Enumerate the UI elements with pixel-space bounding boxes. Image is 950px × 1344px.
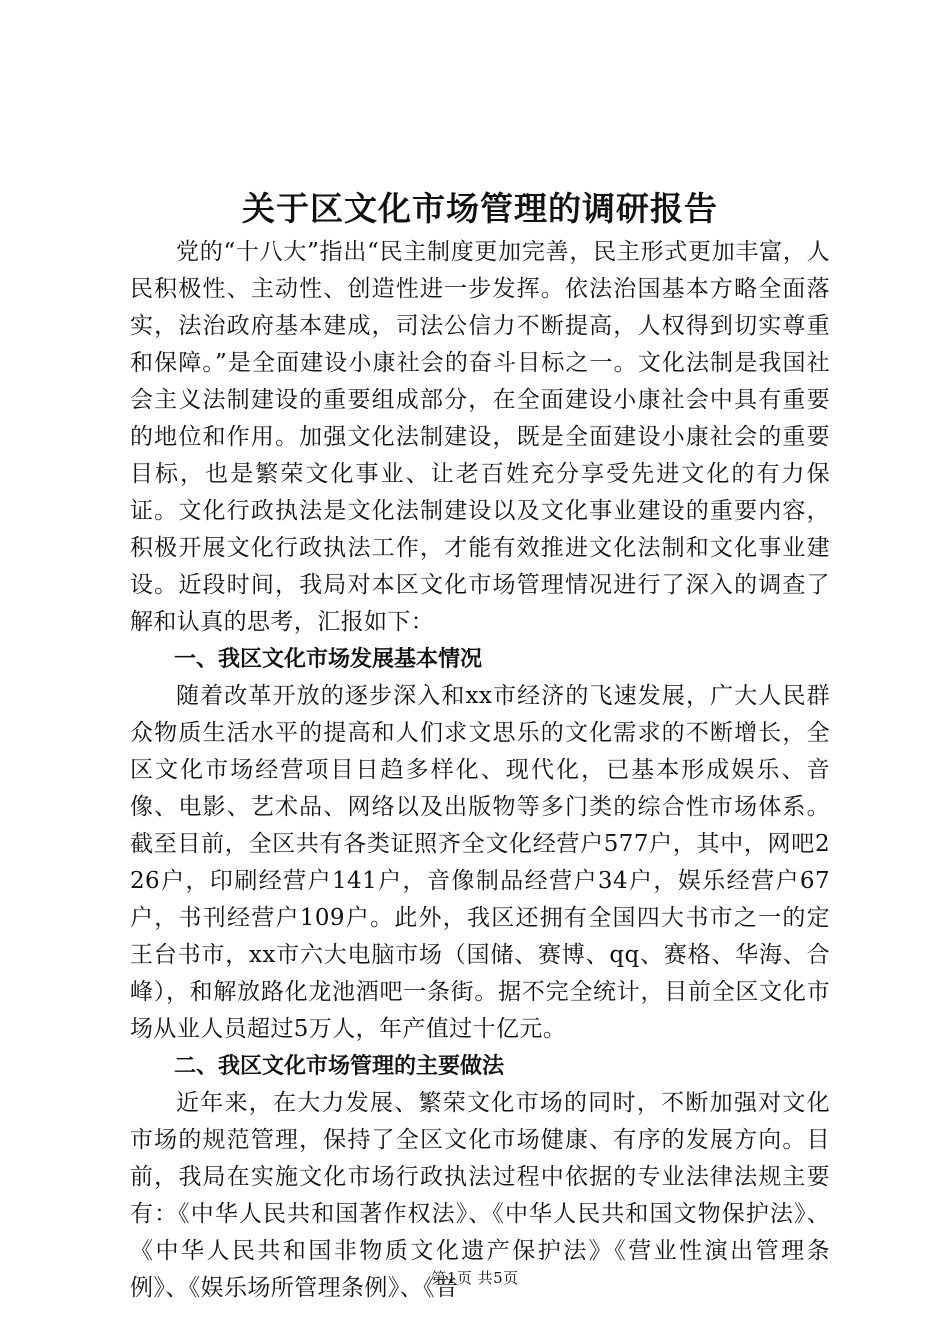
section-1-paragraph: 随着改革开放的逐步深入和xx市经济的飞速发展，广大人民群众物质生活水平的提高和人们求文思乐的文化需求的不断增长，全区文化市场经营项目日趋多样化、现代化，已基本形成娱乐、音像、电影、艺术品、网络以及出版物等多门类的综合性市场体系。截至目前，全区共有各类证照齐全文化经营户577户，其中，网吧226户，印刷经营户141户，音像制品经营户34户，娱乐经营户67户，书刊经营户109户。此外，我区还拥有全国四大书市之一的定王台书市，xx市六大电脑市场（国储、赛博、qq、赛格、华海、合峰），和解放路化龙池酒吧一条街。据不完全统计，目前全区文化市场从业人员超过5万人，年产值过十亿元。 <box>130 683 830 1042</box>
document-body <box>130 234 830 1307</box>
page-number-footer: 第1页 共5页 <box>431 1269 519 1287</box>
intro-paragraph: 党的“十八大”指出“民主制度更加完善，民主形式更加丰富，人民积极性、主动性、创造性进一步发挥。依法治国基本方略全面落实，法治政府基本建成，司法公信力不断提高，人权得到切实尊重和保障。”是全面建设小康社会的奋斗目标之一。文化法制是我国社会主义法制建设的重要组成部分，在全面建设小康社会中具有重要的地位和作用。加强文化法制建设，既是全面建设小康社会的重要目标，也是繁荣文化事业、让老百姓充分享受先进文化的有力保证。文化行政执法是文化法制建设以及文化事业建设的重要内容，积极开展文化行政执法工作，才能有效推进文化法制和文化事业建设。近段时间，我局对本区文化市场管理情况进行了深入的调查了解和认真的思考，汇报如下： <box>130 239 830 635</box>
section-2-paragraph: 近年来，在大力发展、繁荣文化市场的同时，不断加强对文化市场的规范管理，保持了全区文化市场健康、有序的发展方向。目前，我局在实施文化市场行政执法过程中依据的专业法律法规主要有：《中华人民共和国著作权法》、《中华人民共和国文物保护法》、《中华人民共和国非物质文化遗产保护法》《营业性演出管理条例》、《娱乐场所管理条例》、《音 <box>130 1090 830 1301</box>
section-heading-1: 一、我区文化市场发展基本情况 <box>174 647 483 672</box>
document-title: 关于区文化市场管理的调研报告 <box>242 189 718 228</box>
section-heading-2: 二、我区文化市场管理的主要做法 <box>174 1054 505 1079</box>
